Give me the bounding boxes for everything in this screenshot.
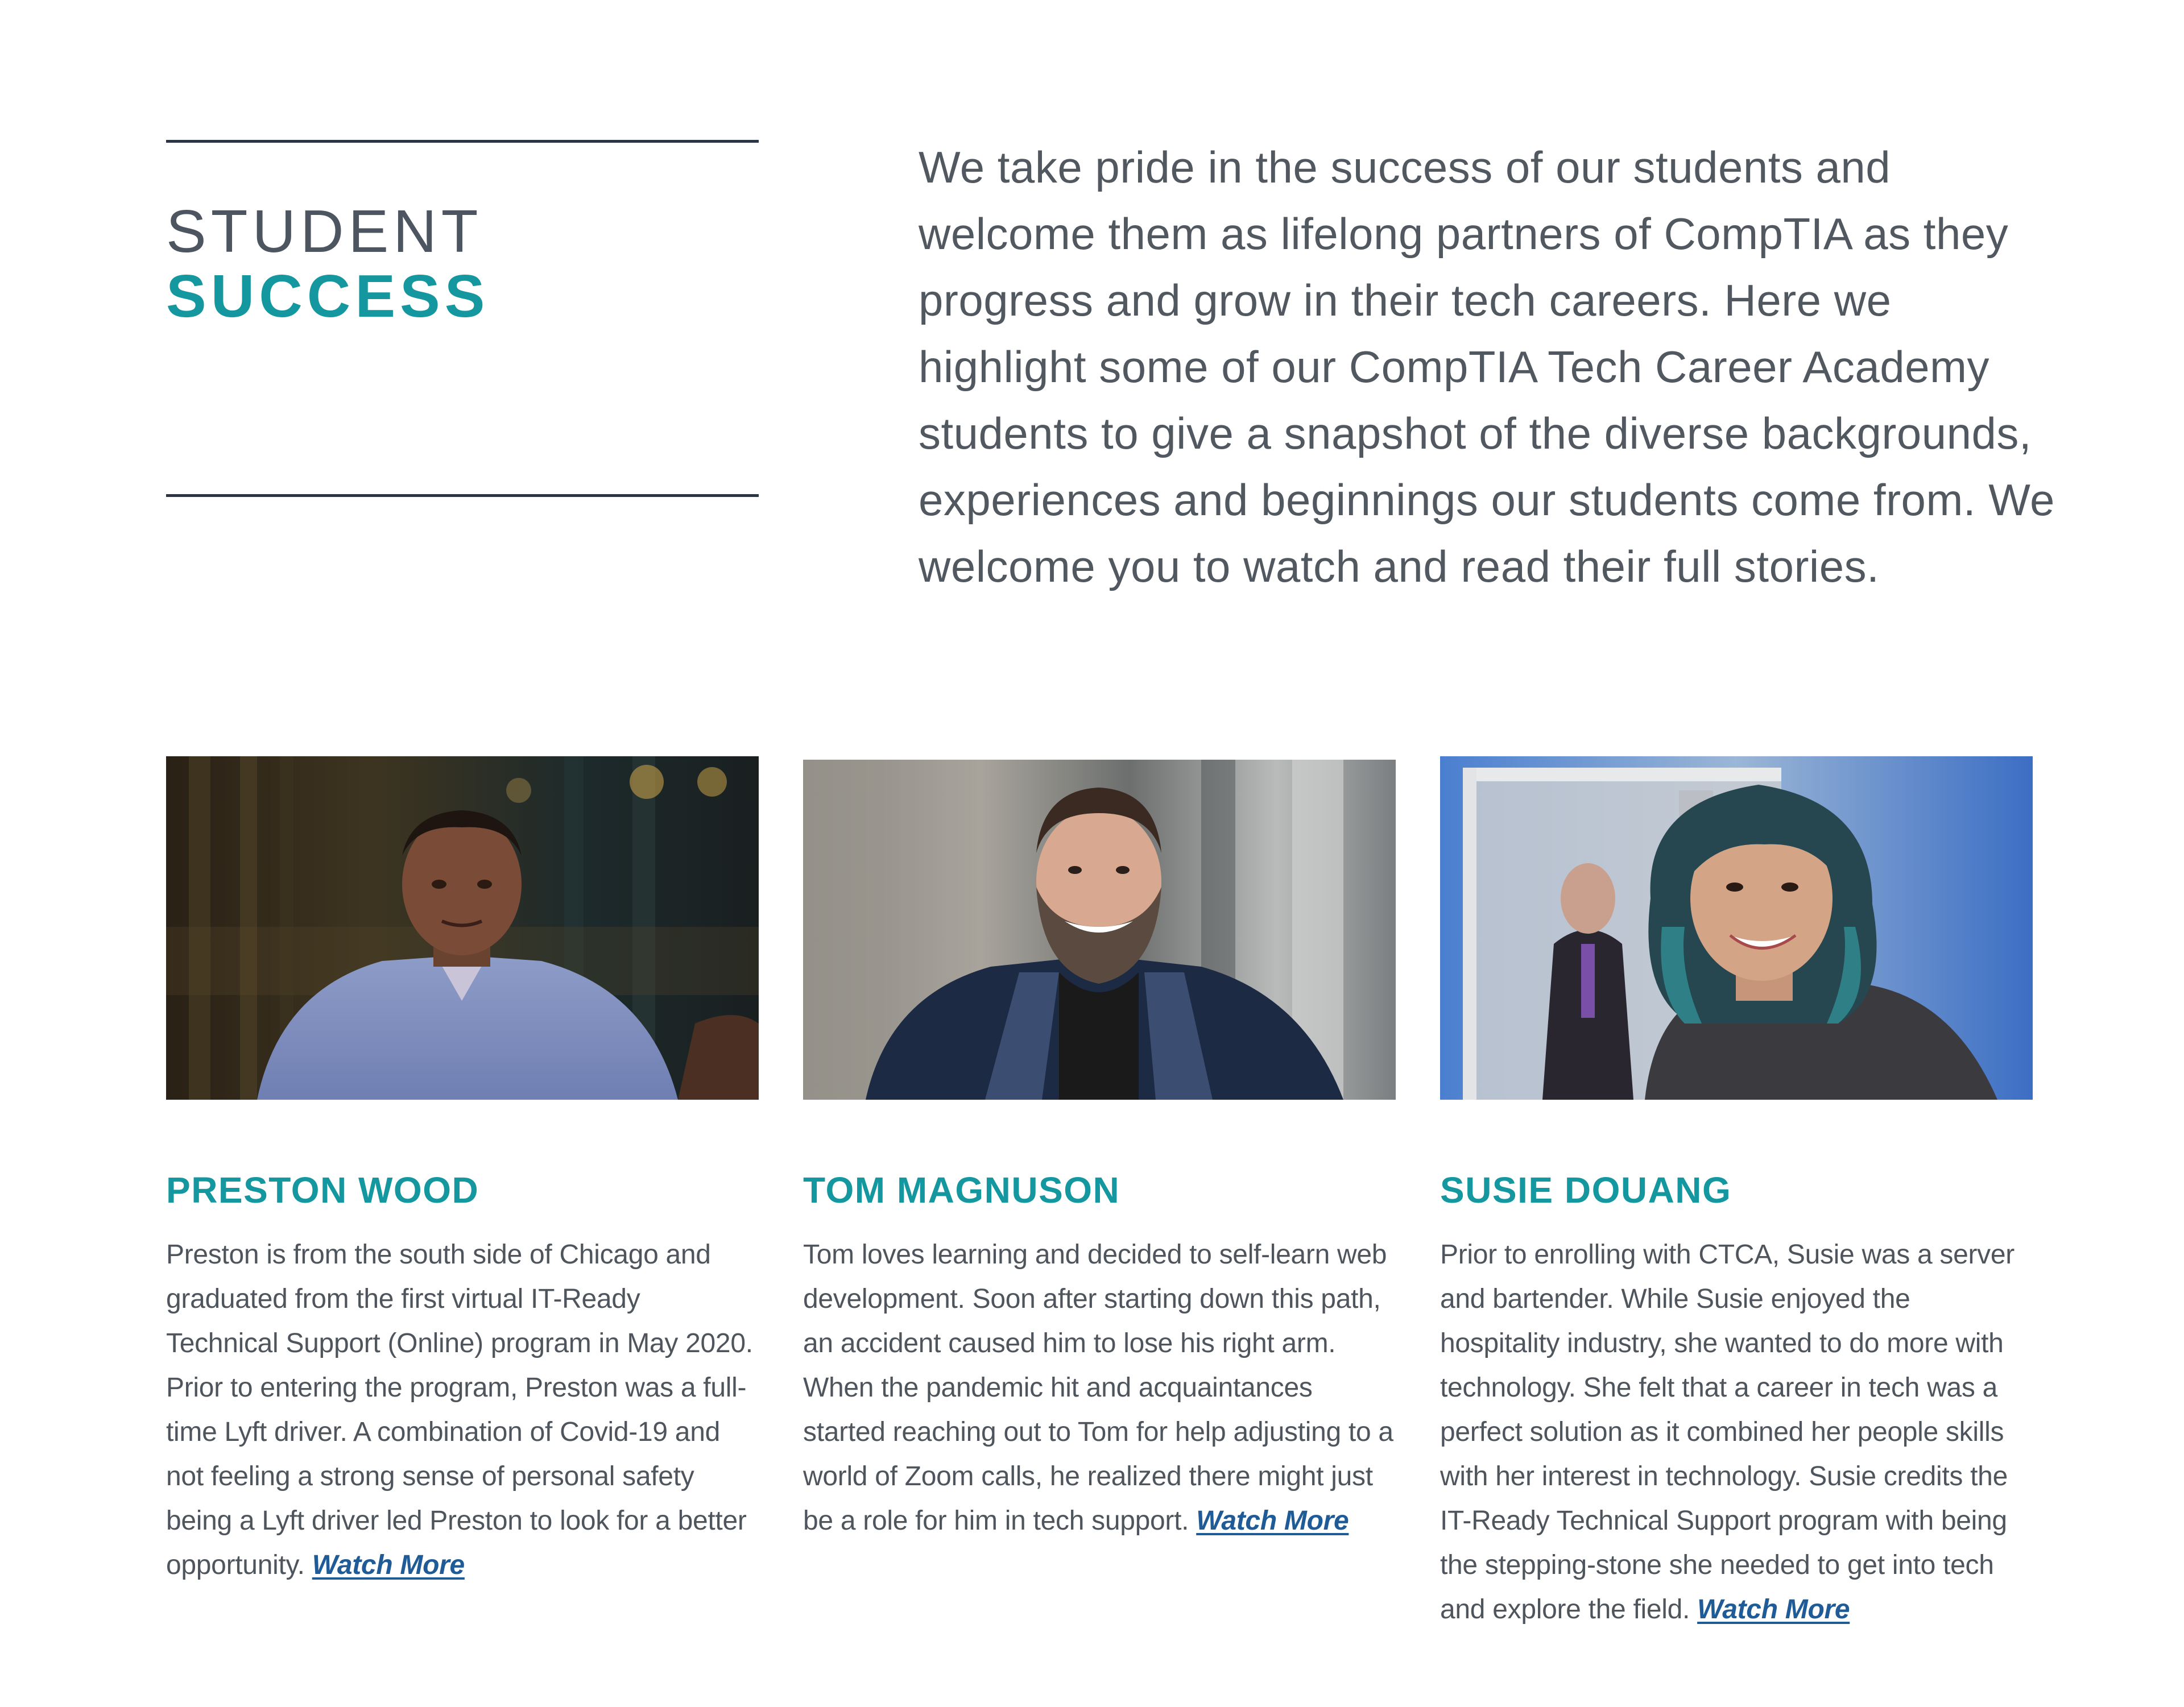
student-card-tom	[803, 756, 1396, 1536]
student-card-preston	[166, 756, 759, 1580]
bottom-divider	[166, 494, 759, 497]
heading-line-2: SUCCESS	[166, 263, 490, 330]
watch-more-link[interactable]: Watch More	[1196, 1506, 1349, 1536]
portrait-image	[166, 756, 759, 1100]
top-divider	[166, 140, 759, 143]
heading-line-1: STUDENT	[166, 198, 483, 265]
student-photo	[166, 756, 759, 1100]
student-name: PRESTON WOOD	[166, 1170, 479, 1211]
bio-text: Prior to enrolling with CTCA, Susie was a server and bartender. While Susie enjoyed the hospitality industry, she wanted to do more with technology. She felt that a career in tech was a perfect solution as it combined her people skills with her interest in technology. Susie credits the IT-Ready Technical Support program with being the stepping-stone she needed to get into tech and explore the field.	[1440, 1240, 2015, 1625]
watch-more-link[interactable]: Watch More	[312, 1550, 465, 1580]
student-bio	[1440, 1233, 2033, 1632]
bio-text: Preston is from the south side of Chicago and graduated from the first virtual IT-Ready Technical Support (Online) program in May 2020. Prior to entering the program, Preston was a full-time Lyft driver. A combination of Covid-19 and not feeling a strong sense of personal safety being a Lyft driver led Preston to look for a better opportunity.	[166, 1240, 753, 1580]
bio-text: Tom loves learning and decided to self-learn web development. Soon after starting down this path, an accident caused him to lose his right arm. When the pandemic hit and acquaintances started reaching out to Tom for help adjusting to a world of Zoom calls, he realized there might just be a role for him in tech support.	[803, 1240, 1393, 1536]
student-name: SUSIE DOUANG	[1440, 1170, 1732, 1211]
watch-more-link[interactable]: Watch More	[1697, 1594, 1850, 1625]
student-photo	[803, 756, 1396, 1100]
section-heading	[166, 199, 489, 329]
portrait-image	[803, 756, 1396, 1100]
student-bio	[803, 1233, 1396, 1543]
intro-paragraph: We take pride in the success of our students and welcome them as lifelong partners of CompTIA as they progress and grow in their tech careers. Here we highlight some of our CompTIA Tech Career Academy students to give a snapshot of the diverse backgrounds, experiences and beginnings our students come from. We welcome you to watch and read their full stories.	[919, 142, 2055, 591]
student-name: TOM MAGNUSON	[803, 1170, 1120, 1211]
portrait-image	[1440, 756, 2033, 1100]
student-card-susie	[1440, 756, 2033, 1625]
student-photo	[1440, 756, 2033, 1100]
student-bio	[166, 1233, 759, 1588]
